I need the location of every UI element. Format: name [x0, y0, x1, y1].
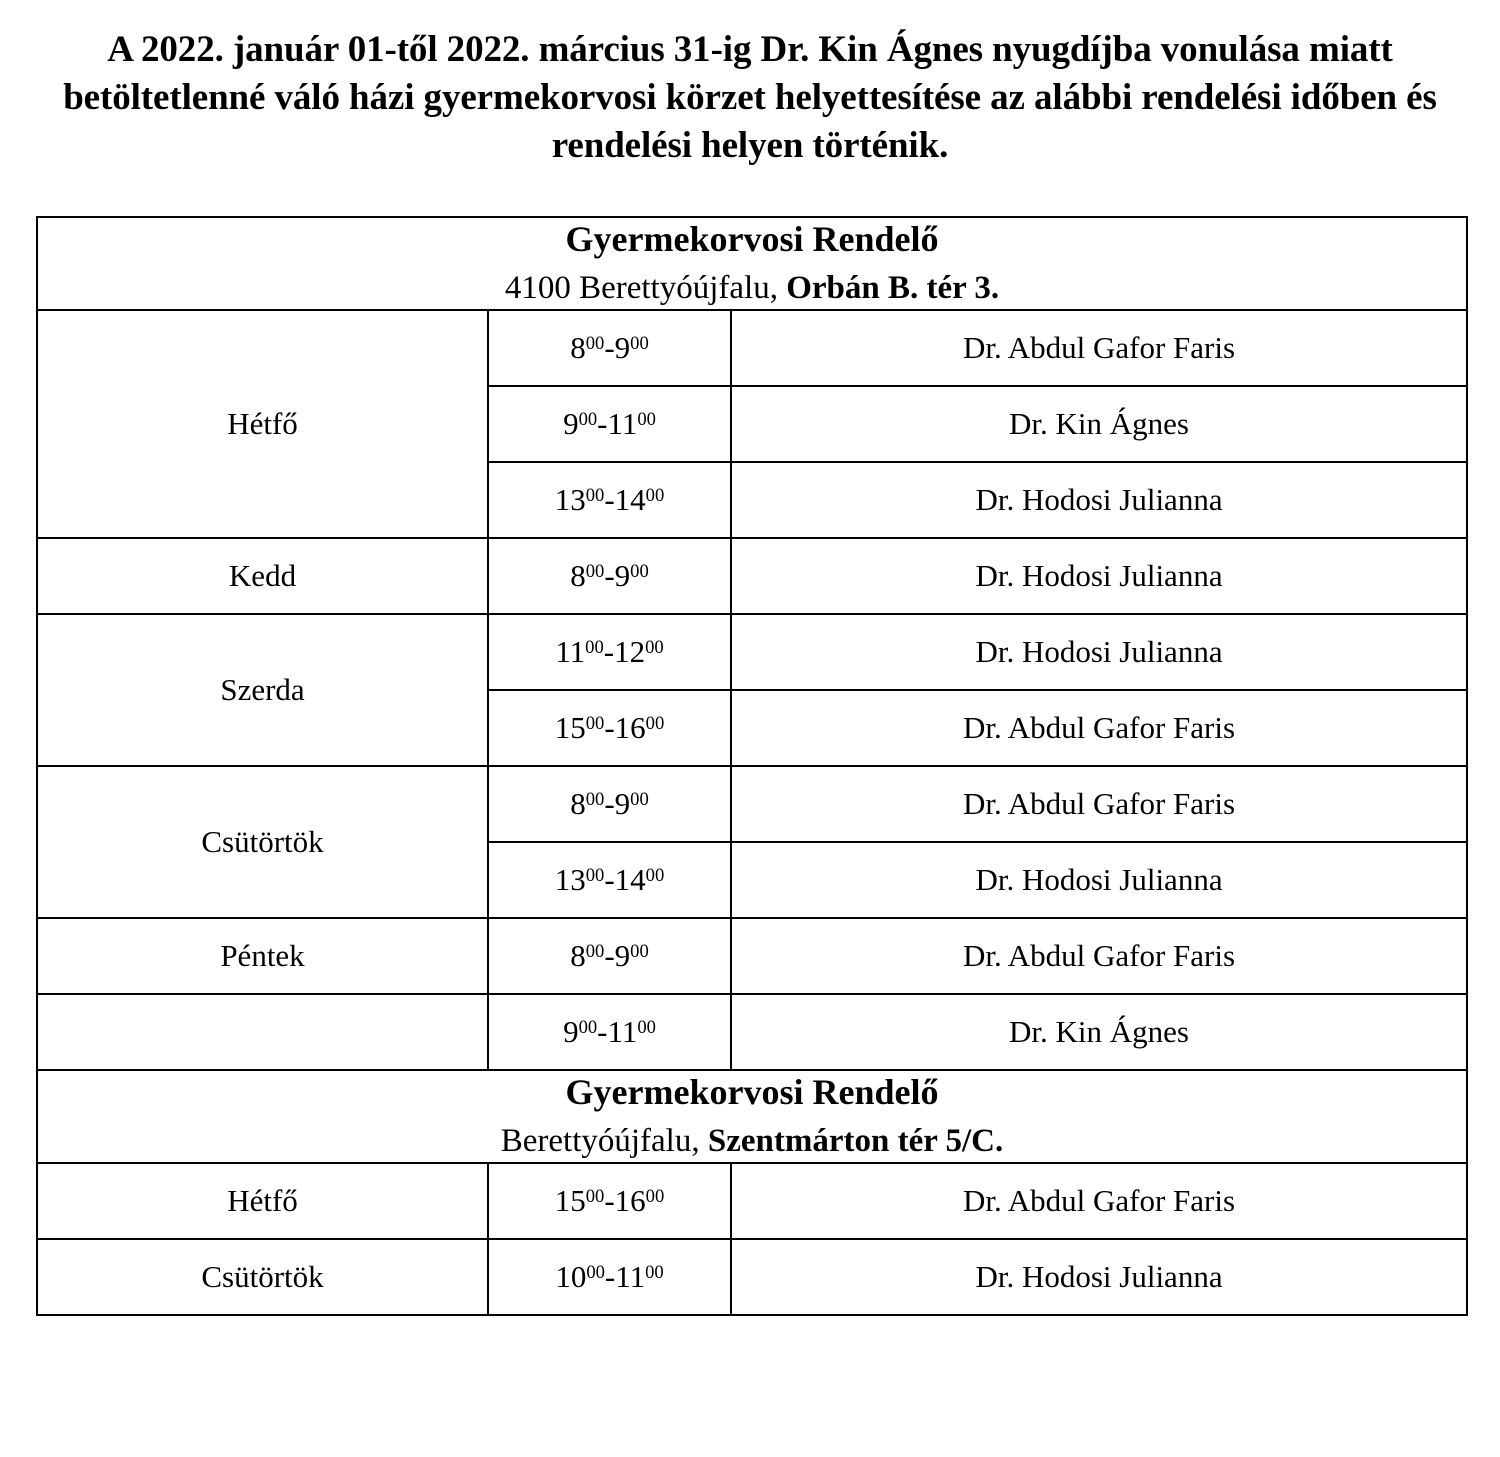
table-row [37, 310, 1467, 386]
time-cell: $15^{00}-16^{00}$ [488, 1163, 731, 1239]
time-cell: $9^{00}-11^{00}$ [488, 386, 731, 462]
day-cell: Szerda [37, 614, 488, 766]
time-cell: $13^{00}-14^{00}$ [488, 842, 731, 918]
venue-address-street: Szentmárton tér 5/C. [707, 1123, 1004, 1160]
venue-header [37, 1070, 1467, 1163]
venue-address [38, 1122, 1466, 1162]
venue-name: Gyermekorvosi Rendelő [565, 219, 939, 260]
schedule-body [37, 217, 1467, 1315]
table-row [37, 766, 1467, 842]
time-cell: $9^{00}-11^{00}$ [488, 994, 731, 1070]
doctor-cell: Dr. Kin Ágnes [731, 994, 1467, 1070]
day-cell: Hétfő [37, 1163, 488, 1239]
venue-address-city: Berettyóújfalu, [500, 1123, 708, 1160]
day-cell: Hétfő [37, 310, 488, 538]
time-cell: $15^{00}-16^{00}$ [488, 690, 731, 766]
doctor-cell: Dr. Hodosi Julianna [731, 462, 1467, 538]
doctor-cell: Dr. Kin Ágnes [731, 386, 1467, 462]
table-row [37, 1163, 1467, 1239]
doctor-cell: Dr. Hodosi Julianna [731, 842, 1467, 918]
time-cell: $8^{00}-9^{00}$ [488, 310, 731, 386]
day-cell: Péntek [37, 918, 488, 994]
table-row [37, 614, 1467, 690]
venue-header [37, 217, 1467, 310]
venue-header-row [37, 1070, 1467, 1163]
time-cell: $8^{00}-9^{00}$ [488, 538, 731, 614]
time-cell: $10^{00}-11^{00}$ [488, 1239, 731, 1315]
table-row [37, 1239, 1467, 1315]
doctor-cell: Dr. Hodosi Julianna [731, 1239, 1467, 1315]
page-title: A 2022. január 01-től 2022. március 31-ig Dr. Kin Ágnes nyugdíjba vonulása miatt betöltetlenné váló házi gyermekorvosi körzet helyettesítése az alábbi rendelési időben és rendelési helyen történik. [63, 29, 1437, 167]
doctor-cell: Dr. Hodosi Julianna [731, 614, 1467, 690]
table-row [37, 538, 1467, 614]
day-cell: Csütörtök [37, 766, 488, 918]
venue-name: Gyermekorvosi Rendelő [565, 1072, 939, 1113]
time-cell: $8^{00}-9^{00}$ [488, 918, 731, 994]
venue-address-city: 4100 Berettyóújfalu, [504, 270, 787, 307]
ordination-schedule-table [36, 216, 1468, 1316]
time-cell: $8^{00}-9^{00}$ [488, 766, 731, 842]
doctor-cell: Dr. Abdul Gafor Faris [731, 1163, 1467, 1239]
day-cell: Kedd [37, 538, 488, 614]
doctor-cell: Dr. Abdul Gafor Faris [731, 918, 1467, 994]
venue-header-row [37, 217, 1467, 310]
schedule-container [0, 216, 1500, 1316]
doctor-cell: Dr. Abdul Gafor Faris [731, 766, 1467, 842]
venue-address [38, 269, 1466, 309]
table-row [37, 994, 1467, 1070]
time-cell: $11^{00}-12^{00}$ [488, 614, 731, 690]
doctor-cell: Dr. Abdul Gafor Faris [731, 690, 1467, 766]
venue-address-street: Orbán B. tér 3. [786, 270, 1000, 307]
day-cell [37, 994, 488, 1070]
table-row [37, 918, 1467, 994]
time-cell: $13^{00}-14^{00}$ [488, 462, 731, 538]
doctor-cell: Dr. Abdul Gafor Faris [731, 310, 1467, 386]
day-cell: Csütörtök [37, 1239, 488, 1315]
doctor-cell: Dr. Hodosi Julianna [731, 538, 1467, 614]
